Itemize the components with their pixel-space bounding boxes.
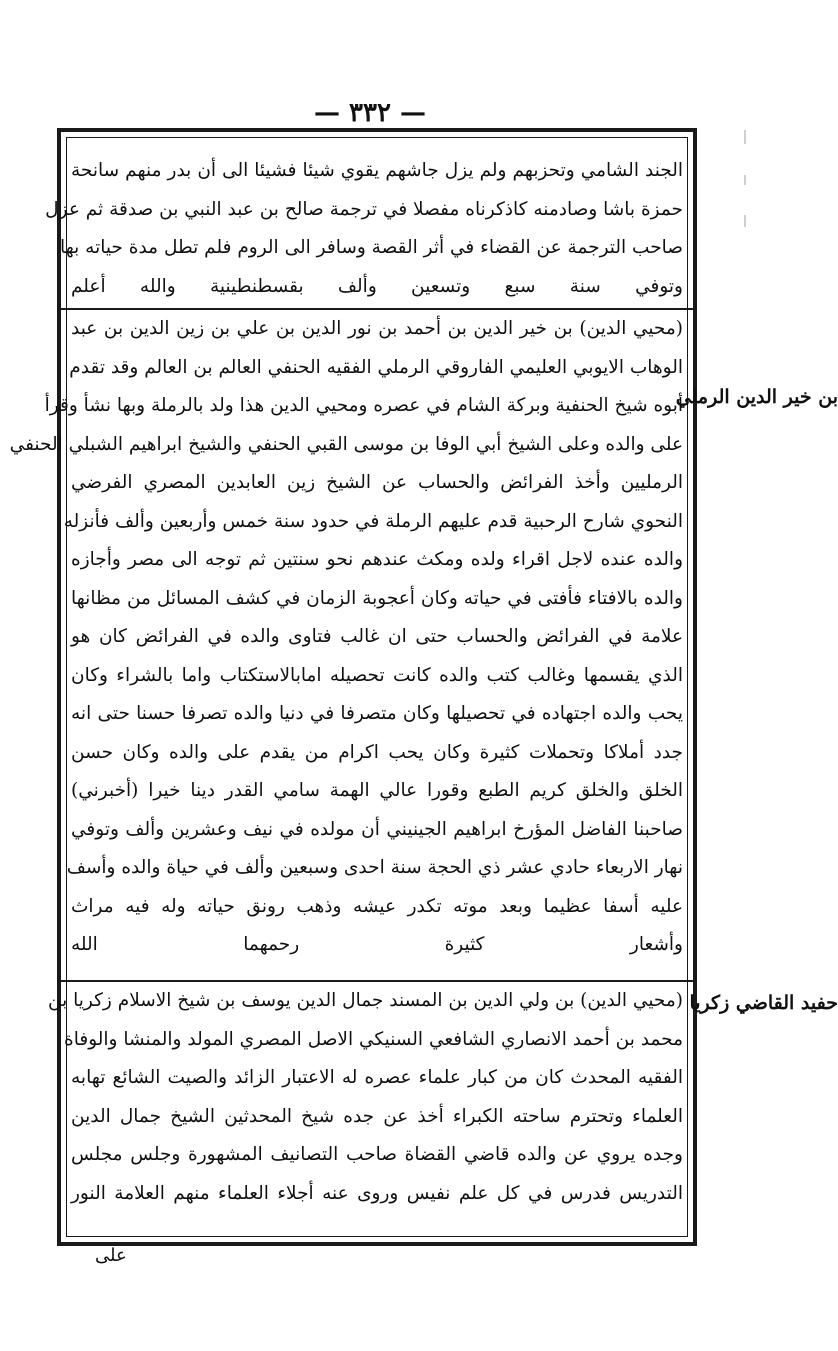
- entry-line: وجده يروي عن والده قاضي القضاة صاحب التصانيف المشهورة وجلس مجلس: [71, 1144, 683, 1165]
- entry-line: الخلق والخلق كريم الطبع وقورا عالي الهمة سامي القدر دينا خيرا (أخبرني): [71, 780, 683, 801]
- entry-line: والده بالافتاء فأفتى في حياته وكان أعجوبة الزمان في كشف المسائل من مظانها: [71, 587, 683, 609]
- entry-line: صاحب الترجمة عن القضاء في أثر القصة وسافر الى الروم فلم تطل مدة حياته بها: [59, 237, 683, 258]
- entry-line: الذي يقسمها وغالب كتب والده كانت تحصيله امابالاستكتاب واما بالشراء وكان: [71, 664, 683, 686]
- margin-title: بن خير الدين الرملي: [675, 386, 838, 408]
- entry-line: حمزة باشا وصادمنه كاذكرناه مفصلا في ترجمة صالح بن عبد النبي بن صدقة ثم عزل: [45, 198, 683, 220]
- entry-line: الوهاب الايوبي العليمي الفاروقي الرملي الفقيه الحنفي العالم بن العالم وقد تقدم: [69, 356, 683, 378]
- scan-speck: [744, 130, 746, 144]
- entry-line: يحب والده اجتهاده في تحصيلها وكان متصرفا في دنيا والده تصرفا حسنا حتى انه: [71, 703, 683, 724]
- scan-speck: [744, 215, 746, 227]
- entry-line: نهار الاربعاء حادي عشر ذي الحجة سنة احدى وسبعين وألف في حياة والده وأسف: [66, 857, 683, 878]
- entry-line: أبوه شيخ الحنفية وبركة الشام في عصره ومحيي الدين هذا ولد بالرملة وبها نشأ وقرأ: [44, 395, 683, 416]
- entry-continuation: [45, 152, 683, 306]
- text-frame: [9, 128, 697, 1246]
- catchword: على: [95, 1245, 127, 1266]
- scan-speck: [744, 175, 746, 185]
- entry-line: وتوفي سنة سبع وتسعين وألف بقسطنطينية والله أعلم: [71, 275, 683, 297]
- entry-line: الجند الشامي وتحزبهم ولم يزل جاشهم يقوي شيئا فشيئا الى أن بدر منهم سانحة: [71, 160, 683, 181]
- entry-line: الرمليين وأخذ الفرائض والحساب عن الشيخ زين العابدين المصري الفرضي: [71, 472, 683, 493]
- entry-line: صاحبنا الفاضل المؤرخ ابراهيم الجينيني أن مولده في نيف وعشرين وألف وتوفي: [71, 818, 683, 840]
- entry-line: والده عنده لاجل اقراء ولده ومكث عندهم نحو سنتين ثم توجه الى مصر وأجازه: [71, 549, 683, 570]
- entry-line: علامة في الفرائض والحساب حتى ان غالب فتاوى والده في الفرائض كان هو: [71, 626, 683, 647]
- entry-line: الفقيه المحدث كان من كبار علماء عصره له الاعتبار الزائد والصيت الشائع تهابه: [71, 1067, 683, 1088]
- entry-line: التدريس فدرس في كل علم نفيس وروى عنه أجلاء العلماء منهم العلامة النور: [71, 1182, 683, 1204]
- entry-line: النحوي شارح الرحبية قدم عليهم الرملة في حدود سنة خمس وأربعين وألف فأنزله: [63, 510, 683, 532]
- entry-line: عليه أسفا عظيما وبعد موته تكدر عيشه وذهب رونق حياته وله فيه مراث: [71, 895, 683, 917]
- entry-line: (محيي الدين) بن ولي الدين بن المسند جمال الدين يوسف بن شيخ الاسلام زكريا بن: [48, 990, 683, 1011]
- page-number: — ٣٣٢ —: [313, 98, 427, 128]
- entry-line: جدد أملاكا وتحملات كثيرة وكان يحب اكرام من يقدم على والده وكان حسن: [71, 741, 683, 763]
- entry-line: (محيي الدين) بن خير الدين بن أحمد بن نور الدين بن علي بن زين الدين بن عبد: [71, 318, 683, 339]
- entry-line: على والده وعلى الشيخ أبي الوفا بن موسى القبي الحنفي والشيخ ابراهيم الشبلي الحنفي: [9, 433, 683, 455]
- entry-line: محمد بن أحمد الانصاري الشافعي السنيكي الاصل المصري المولد والمنشا والوفاة: [64, 1028, 683, 1050]
- margin-title: حفيد القاضي زكريا: [689, 992, 838, 1014]
- entry-hafid-al-qadi-zakariyya: [48, 982, 683, 1213]
- entry-line: وأشعار كثيرة رحمهما الله: [71, 934, 683, 955]
- entry-muhyi-al-din-ramli: [9, 310, 683, 965]
- entry-line: العلماء وتحترم ساحته الكبراء أخذ عن جده شيخ المحدثين الشيخ جمال الدين: [71, 1105, 683, 1127]
